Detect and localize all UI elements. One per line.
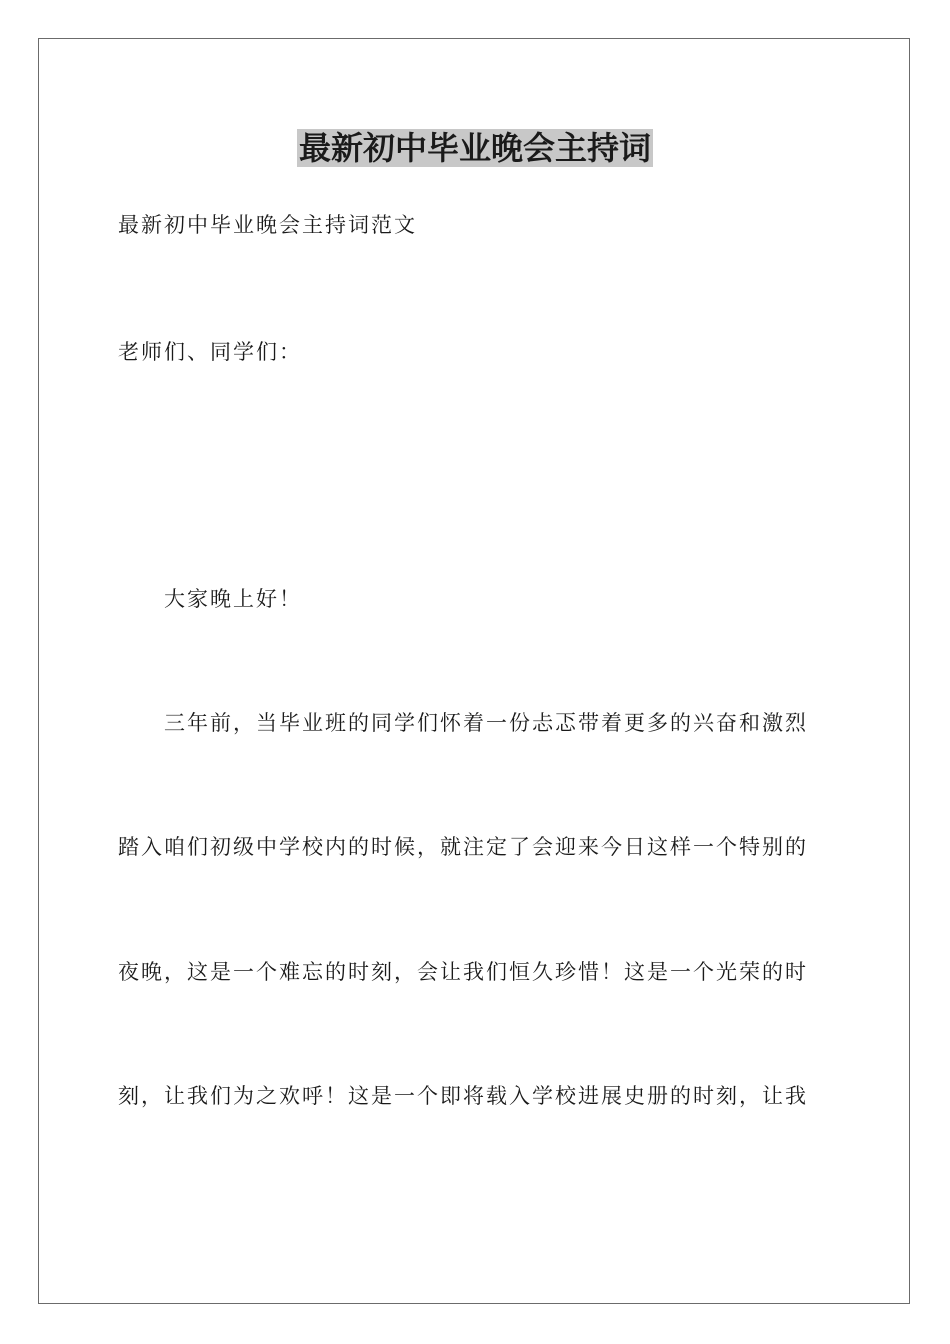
title-text: 最新初中毕业晚会主持词	[298, 129, 651, 167]
greeting: 大家晚上好！	[164, 587, 302, 611]
document-subtitle: 最新初中毕业晚会主持词范文	[118, 213, 417, 237]
salutation: 老师们、同学们：	[118, 340, 302, 364]
body-line: 踏入咱们初级中学校内的时候，就注定了会迎来今日这样一个特别的	[118, 835, 808, 859]
body-line: 刻，让我们为之欢呼！这是一个即将载入学校进展史册的时刻，让我	[118, 1084, 808, 1108]
body-line: 夜晚，这是一个难忘的时刻，会让我们恒久珍惜！这是一个光荣的时	[118, 960, 808, 984]
document-title	[0, 126, 950, 170]
body-line: 三年前，当毕业班的同学们怀着一份忐忑带着更多的兴奋和激烈	[164, 711, 808, 735]
